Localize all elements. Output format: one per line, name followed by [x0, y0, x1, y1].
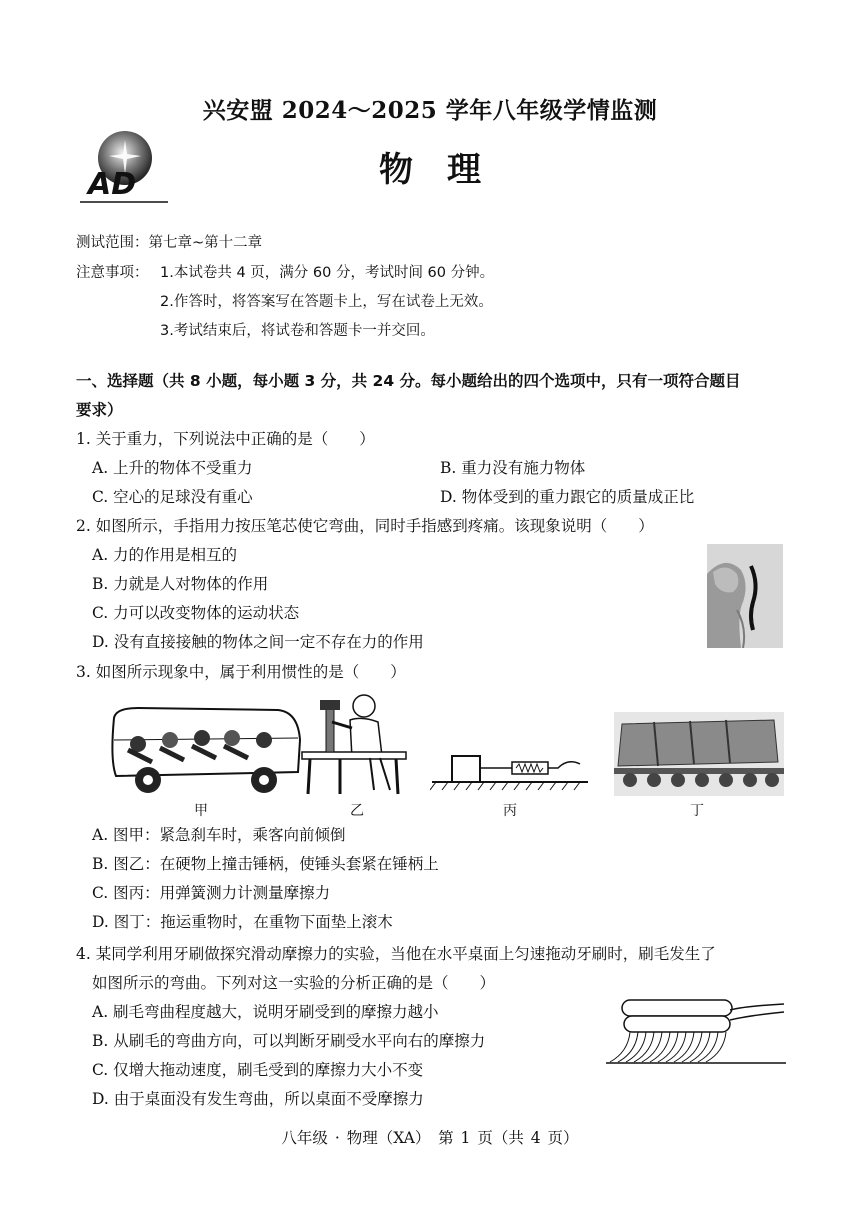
- figure-ding-rollers: [614, 712, 784, 796]
- q2-option-b: B. 力就是人对物体的作用: [92, 575, 269, 593]
- q4-option-d: D. 由于桌面没有发生弯曲，所以桌面不受摩擦力: [92, 1090, 424, 1108]
- question-4-stem-cont: 如图所示的弯曲。下列对这一实验的分析正确的是（ ）: [92, 974, 496, 992]
- q1-option-d: D. 物体受到的重力跟它的质量成正比: [440, 488, 695, 506]
- note-3: 3.考试结束后，将试卷和答题卡一并交回。: [160, 323, 435, 339]
- figure-bing-spring-scale: [430, 742, 590, 798]
- section-heading-cont: 要求）: [76, 401, 123, 419]
- q3-option-a: A. 图甲：紧急刹车时，乘客向前倾倒: [92, 826, 346, 844]
- exam-title: 兴安盟 2024～2025 学年八年级学情监测: [202, 97, 658, 124]
- question-3-stem: 3. 如图所示现象中，属于利用惯性的是（ ）: [76, 663, 406, 681]
- note-2: 2.作答时，将答案写在答题卡上，写在试卷上无效。: [160, 294, 493, 310]
- caption-jia: 甲: [194, 803, 208, 819]
- caption-bing: 丙: [503, 803, 517, 819]
- question-1-stem: 1. 关于重力，下列说法中正确的是（ ）: [76, 430, 375, 448]
- subject-title: 物理: [379, 150, 515, 190]
- caption-yi: 乙: [350, 803, 364, 819]
- q2-option-a: A. 力的作用是相互的: [92, 546, 238, 564]
- q1-option-b: B. 重力没有施力物体: [440, 459, 586, 477]
- q3-option-c: C. 图丙：用弹簧测力计测量摩擦力: [92, 884, 331, 902]
- question-2-stem: 2. 如图所示，手指用力按压笔芯使它弯曲，同时手指感到疼痛。该现象说明（ ）: [76, 517, 654, 535]
- q1-option-c: C. 空心的足球没有重心: [92, 488, 253, 506]
- q2-option-c: C. 力可以改变物体的运动状态: [92, 604, 300, 622]
- test-scope: 测试范围：第七章~第十二章: [76, 235, 263, 251]
- q3-option-b: B. 图乙：在硬物上撞击锤柄，使锤头套紧在锤柄上: [92, 855, 439, 873]
- q4-option-a: A. 刷毛弯曲程度越大，说明牙刷受到的摩擦力越小: [92, 1003, 439, 1021]
- q3-option-d: D. 图丁：拖运重物时，在重物下面垫上滚木: [92, 913, 393, 931]
- caption-ding: 丁: [690, 803, 704, 819]
- q4-option-b: B. 从刷毛的弯曲方向，可以判断牙刷受水平向右的摩擦力: [92, 1032, 486, 1050]
- figure-yi-hammer: [300, 686, 408, 796]
- figure-jia-bus: [108, 700, 304, 796]
- page-footer: 八年级 · 物理（XA） 第 1 页（共 4 页）: [281, 1129, 579, 1147]
- svg-text:AD: AD: [88, 167, 137, 202]
- question-4-stem: 4. 某同学利用牙刷做探究滑动摩擦力的实验，当他在水平桌面上匀速拖动牙刷时，刷毛发生了: [76, 945, 716, 963]
- note-1: 1.本试卷共 4 页，满分 60 分，考试时间 60 分钟。: [160, 265, 495, 281]
- finger-pen-image: [707, 544, 783, 648]
- q1-option-a: A. 上升的物体不受重力: [92, 459, 253, 477]
- toothbrush-figure: [606, 996, 786, 1072]
- section-heading: 一、选择题（共 8 小题，每小题 3 分，共 24 分。每小题给出的四个选项中，只有一项符合题目: [76, 372, 741, 390]
- q2-option-d: D. 没有直接接触的物体之间一定不存在力的作用: [92, 633, 424, 651]
- q4-option-c: C. 仅增大拖动速度，刷毛受到的摩擦力大小不变: [92, 1061, 424, 1079]
- notes-label: 注意事项：: [76, 265, 149, 281]
